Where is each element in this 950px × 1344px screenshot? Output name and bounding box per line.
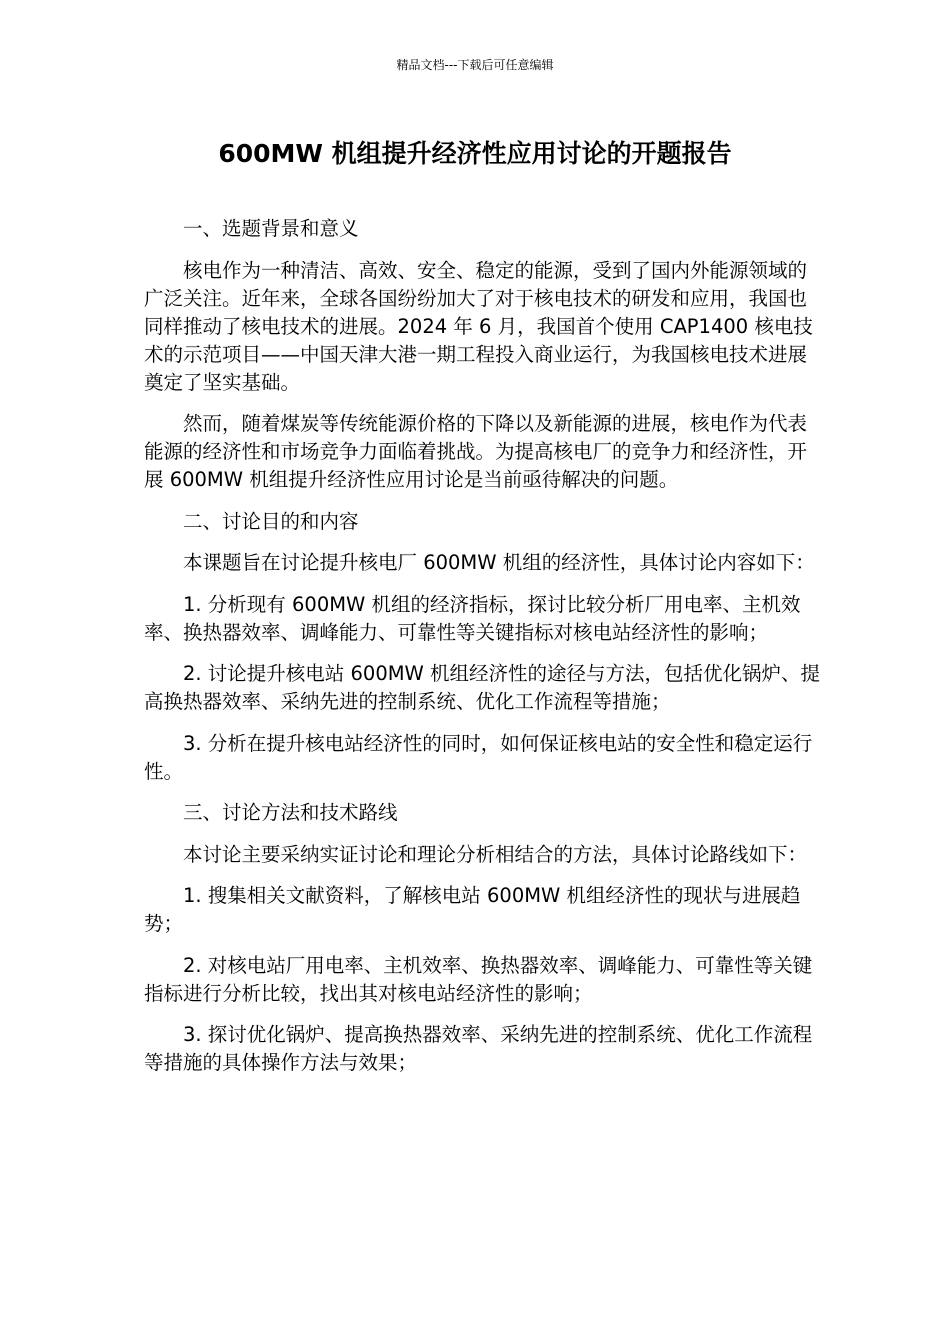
paragraph: 本讨论主要采纳实证讨论和理论分析相结合的方法，具体讨论路线如下： [183, 842, 808, 866]
paragraph: 本课题旨在讨论提升核电厂 600MW 机组的经济性，具体讨论内容如下： [183, 551, 815, 574]
list-item: 2. 讨论提升核电站 600MW 机组经济性的途径与方法，包括优化锅炉、提高换热器效率、采纳先进的控制系统、优化工作流程等措施； [144, 662, 821, 713]
section-heading: 三、讨论方法和技术路线 [183, 801, 398, 824]
list-item: 3. 分析在提升核电站经济性的同时，如何保证核电站的安全性和稳定运行性。 [144, 731, 813, 783]
paragraph: 然而，随着煤炭等传统能源价格的下降以及新能源的进展，核电作为代表能源的经济性和市场竞争力面临着挑战。为提高核电厂的竞争力和经济性，开展 600MW 机组提升经济性应用讨论是当前亟待解决的问题。 [144, 412, 808, 491]
section-methods [144, 799, 822, 1077]
section-heading: 二、讨论目的和内容 [183, 509, 359, 533]
list-item: 3. 探讨优化锅炉、提高换热器效率、采纳先进的控制系统、优化工作流程等措施的具体操作方法与效果； [144, 1023, 813, 1074]
paragraph: 核电作为一种清洁、高效、安全、稳定的能源，受到了国内外能源领域的广泛关注。近年来，全球各国纷纷加大了对于核电技术的研发和应用，我国也同样推动了核电技术的进展。2024 年 6 月，我国首个使用 CAP1400 核电技术的示范项目——中国天津大港一期工程投入商业运行，为我国核电技术进展奠定了坚实基础。 [144, 258, 813, 394]
section-objectives [144, 508, 822, 786]
document-title: 600MW 机组提升经济性应用讨论的开题报告 [218, 139, 732, 168]
section-background [144, 215, 822, 494]
list-item: 2. 对核电站厂用电率、主机效率、换热器效率、调峰能力、可靠性等关键指标进行分析比较，找出其对核电站经济性的影响； [144, 953, 813, 1005]
section-heading: 一、选题背景和意义 [183, 217, 359, 240]
list-item: 1. 搜集相关文献资料，了解核电站 600MW 机组经济性的现状与进展趋势； [144, 884, 801, 935]
page-header-note: 精品文档---下载后可任意编辑 [396, 58, 554, 72]
list-item: 1. 分析现有 600MW 机组的经济指标，探讨比较分析厂用电率、主机效率、换热器效率、调峰能力、可靠性等关键指标对核电站经济性的影响； [144, 592, 801, 644]
document-body [144, 215, 822, 1091]
